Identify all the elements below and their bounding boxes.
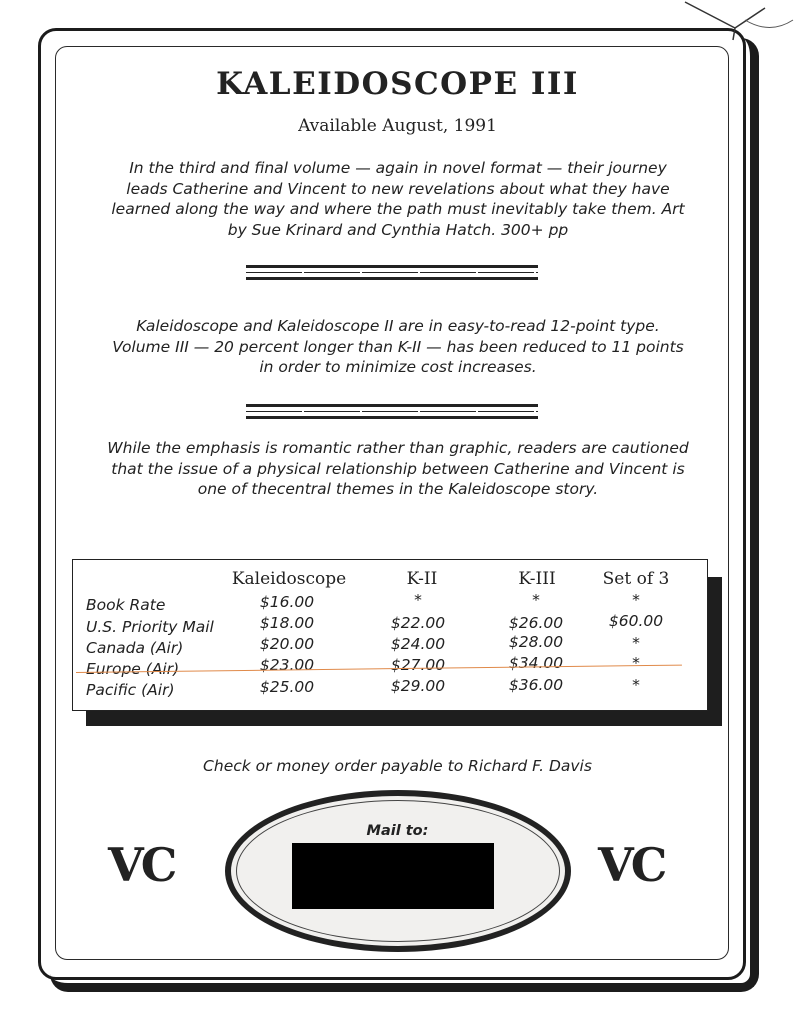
divider-rule	[246, 265, 538, 280]
text-line: leads Catherine and Vincent to new revelations about what they have	[126, 179, 670, 198]
row-label-canada-air: Canada (Air)	[86, 639, 184, 657]
text-line: While the emphasis is romantic rather than graphic, readers are cautioned	[107, 439, 689, 457]
mail-to-label: Mail to:	[366, 823, 429, 839]
text-line: Volume III — 20 percent longer than K-II — has been reduced to 11 points	[112, 337, 684, 356]
price-cell: *	[632, 634, 640, 652]
price-cell: *	[414, 591, 422, 609]
price-cell: $34.00	[508, 654, 564, 672]
page-title: KALEIDOSCOPE III	[216, 66, 579, 102]
content-warning-paragraph	[78, 438, 718, 500]
text-line: In the third and final volume — again in novel format — their journey	[129, 159, 667, 177]
vc-logo-left: VC	[108, 838, 175, 892]
price-cell: $20.00	[259, 635, 315, 653]
price-cell: $22.00	[390, 614, 446, 632]
row-label-book-rate: Book Rate	[86, 596, 166, 614]
price-cell: $16.00	[259, 593, 315, 611]
vc-logo-right: VC	[598, 838, 665, 892]
text-line: Kaleidoscope and Kaleidoscope II are in easy-to-read 12-point type.	[136, 317, 660, 335]
price-cell: $29.00	[390, 677, 446, 695]
type-size-paragraph	[78, 316, 718, 378]
divider-rule	[246, 404, 538, 419]
description-paragraph	[78, 158, 718, 240]
corner-fold-mark	[675, 0, 795, 60]
text-line: by Sue Krinard and Cynthia Hatch. 300+ pp	[227, 220, 569, 239]
column-header-kaleidoscope: Kaleidoscope	[231, 569, 347, 589]
price-cell: $36.00	[508, 676, 564, 694]
text-line: learned along the way and where the path must inevitably take them. Art	[111, 200, 685, 218]
price-cell: $24.00	[390, 635, 446, 653]
payment-instructions: Check or money order payable to Richard F. Davis	[203, 757, 592, 775]
redacted-address	[292, 843, 494, 909]
price-cell: $23.00	[259, 656, 315, 674]
price-cell: *	[632, 676, 640, 694]
row-label-europe-air: Europe (Air)	[86, 660, 180, 678]
row-label-pacific-air: Pacific (Air)	[86, 681, 175, 699]
availability-date: Available August, 1991	[298, 116, 497, 136]
price-cell: $26.00	[508, 614, 564, 632]
price-cell: $28.00	[508, 633, 564, 651]
price-cell: $60.00	[608, 612, 664, 630]
row-label-us-priority-mail: U.S. Priority Mail	[86, 618, 214, 636]
price-cell: *	[632, 591, 640, 609]
text-line: in order to minimize cost increases.	[259, 358, 537, 376]
text-line: one of thecentral themes in the Kaleidoscope story.	[197, 480, 599, 498]
column-header-k2: K-II	[406, 569, 438, 589]
column-header-k3: K-III	[518, 569, 556, 589]
price-cell: *	[632, 654, 640, 672]
price-cell: *	[532, 591, 540, 609]
price-cell: $27.00	[390, 656, 446, 674]
text-line: that the issue of a physical relationship between Catherine and Vincent is	[111, 459, 685, 478]
price-cell: $18.00	[259, 614, 315, 632]
column-header-set-of-3: Set of 3	[602, 569, 670, 589]
price-cell: $25.00	[259, 678, 315, 696]
